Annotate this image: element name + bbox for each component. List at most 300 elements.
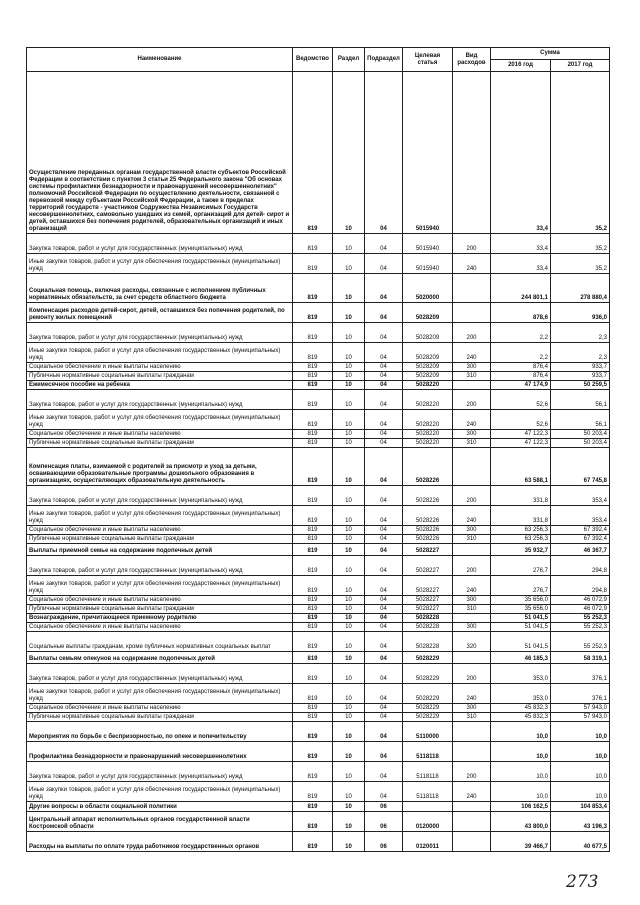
cell-s2016: 331,8: [491, 486, 551, 506]
cell-s2017: 35,2: [551, 234, 610, 254]
table-row: [27, 605, 610, 614]
table-row: [27, 254, 610, 274]
cell-art: 5028226: [403, 535, 453, 544]
cell-s2017: 55 252,3: [551, 632, 610, 652]
cell-s2017: 67 392,4: [551, 535, 610, 544]
cell-art: 5028209: [403, 372, 453, 381]
cell-sec: 10: [333, 802, 365, 812]
cell-sub: 04: [365, 303, 403, 323]
cell-vr: 310: [453, 605, 491, 614]
cell-s2017: 67 392,4: [551, 526, 610, 535]
cell-s2016: 52,6: [491, 410, 551, 430]
cell-name: Выплаты приемной семье на содержание подопечных детей: [27, 544, 293, 556]
cell-dept: 819: [293, 430, 333, 439]
cell-art: 0120000: [403, 812, 453, 832]
cell-name: Компенсация расходов детей-сирот, детей, оставшихся без попечения родителей, по ремонту жилых помещений: [27, 303, 293, 323]
cell-s2017: 50 203,4: [551, 430, 610, 439]
cell-s2017: 376,1: [551, 684, 610, 704]
cell-sub: 04: [365, 713, 403, 722]
cell-vr: 240: [453, 410, 491, 430]
cell-s2017: 46 072,9: [551, 596, 610, 605]
cell-name: Иные закупки товаров, работ и услуг для обеспечения государственных (муниципальных) нужд: [27, 684, 293, 704]
cell-dept: 819: [293, 832, 333, 852]
cell-sec: 10: [333, 303, 365, 323]
cell-s2017: 376,1: [551, 664, 610, 684]
cell-dept: 819: [293, 274, 333, 303]
cell-s2017: 50 203,4: [551, 439, 610, 448]
cell-sub: 04: [365, 614, 403, 623]
cell-name: Выплаты семьям опекунов на содержание подопечных детей: [27, 652, 293, 664]
cell-s2016: 33,4: [491, 72, 551, 234]
cell-vr: [453, 614, 491, 623]
cell-sub: 04: [365, 664, 403, 684]
cell-name: Социальное обеспечение и иные выплаты населению: [27, 430, 293, 439]
cell-s2017: 46 367,7: [551, 544, 610, 556]
cell-sub: 04: [365, 535, 403, 544]
cell-dept: 819: [293, 596, 333, 605]
cell-vr: 200: [453, 390, 491, 410]
cell-sub: 04: [365, 323, 403, 343]
cell-sec: 10: [333, 596, 365, 605]
cell-s2016: 244 801,1: [491, 274, 551, 303]
cell-vr: 300: [453, 704, 491, 713]
cell-sec: 10: [333, 556, 365, 576]
cell-s2016: 876,4: [491, 363, 551, 372]
cell-name: Публичные нормативные социальные выплаты гражданам: [27, 605, 293, 614]
col-header-2017: 2017 год: [551, 60, 610, 72]
cell-art: 0120011: [403, 832, 453, 852]
cell-s2017: 933,7: [551, 363, 610, 372]
col-header-name: Наименование: [27, 48, 293, 72]
cell-name: Публичные нормативные социальные выплаты гражданам: [27, 439, 293, 448]
cell-sec: 10: [333, 274, 365, 303]
cell-s2017: 40 677,5: [551, 832, 610, 852]
table-row: [27, 713, 610, 722]
cell-vr: [453, 722, 491, 742]
cell-s2017: 55 252,3: [551, 614, 610, 623]
cell-sec: 10: [333, 234, 365, 254]
table-row: [27, 381, 610, 390]
cell-art: 5028209: [403, 303, 453, 323]
cell-vr: 310: [453, 535, 491, 544]
cell-art: 5015940: [403, 72, 453, 234]
cell-vr: 200: [453, 664, 491, 684]
cell-vr: [453, 72, 491, 234]
cell-sub: 04: [365, 596, 403, 605]
cell-art: 5028226: [403, 448, 453, 486]
cell-s2016: 51 041,5: [491, 614, 551, 623]
table-row: [27, 652, 610, 664]
col-header-exptype: Вид расходов: [453, 48, 491, 72]
cell-dept: 819: [293, 704, 333, 713]
cell-s2016: 47 122,3: [491, 430, 551, 439]
table-row: [27, 576, 610, 596]
cell-name: Социальное обеспечение и иные выплаты населению: [27, 704, 293, 713]
cell-art: 5110000: [403, 722, 453, 742]
cell-dept: 819: [293, 72, 333, 234]
cell-sub: 06: [365, 832, 403, 852]
cell-dept: 819: [293, 623, 333, 632]
cell-s2016: 63 256,3: [491, 535, 551, 544]
cell-art: 5028220: [403, 430, 453, 439]
table-row: [27, 439, 610, 448]
table-row: [27, 556, 610, 576]
cell-vr: [453, 544, 491, 556]
cell-vr: 300: [453, 363, 491, 372]
cell-vr: [453, 742, 491, 762]
cell-s2016: 2,2: [491, 343, 551, 363]
cell-art: 5028227: [403, 544, 453, 556]
cell-sec: 10: [333, 722, 365, 742]
cell-s2017: 57 943,0: [551, 704, 610, 713]
cell-dept: 819: [293, 234, 333, 254]
cell-s2017: 936,0: [551, 303, 610, 323]
budget-table: [26, 47, 610, 852]
cell-sec: 10: [333, 363, 365, 372]
cell-s2017: 67 745,8: [551, 448, 610, 486]
cell-s2016: 2,2: [491, 323, 551, 343]
cell-vr: 310: [453, 439, 491, 448]
cell-dept: 819: [293, 448, 333, 486]
cell-s2016: 276,7: [491, 576, 551, 596]
cell-sec: 10: [333, 323, 365, 343]
cell-dept: 819: [293, 410, 333, 430]
cell-vr: 300: [453, 596, 491, 605]
cell-art: 5028209: [403, 363, 453, 372]
cell-dept: 819: [293, 802, 333, 812]
cell-sub: 04: [365, 526, 403, 535]
table-row: [27, 632, 610, 652]
cell-s2017: 10,0: [551, 722, 610, 742]
cell-s2016: 876,4: [491, 372, 551, 381]
cell-art: 5028228: [403, 623, 453, 632]
cell-s2016: 39 466,7: [491, 832, 551, 852]
cell-vr: [453, 381, 491, 390]
cell-name: Социальные выплаты гражданам, кроме публичных нормативных социальных выплат: [27, 632, 293, 652]
cell-name: Иные закупки товаров, работ и услуг для обеспечения государственных (муниципальных) нужд: [27, 410, 293, 430]
cell-s2017: 353,4: [551, 486, 610, 506]
cell-sub: 04: [365, 343, 403, 363]
cell-art: 5028226: [403, 506, 453, 526]
cell-dept: 819: [293, 782, 333, 802]
table-row: [27, 526, 610, 535]
cell-vr: [453, 303, 491, 323]
cell-s2016: 276,7: [491, 556, 551, 576]
table-row: [27, 448, 610, 486]
table-row: [27, 363, 610, 372]
table-row: [27, 430, 610, 439]
cell-dept: 819: [293, 812, 333, 832]
cell-s2017: 35,2: [551, 254, 610, 274]
cell-s2017: 104 853,4: [551, 802, 610, 812]
cell-sub: 04: [365, 544, 403, 556]
table-row: [27, 812, 610, 832]
cell-sec: 10: [333, 448, 365, 486]
cell-s2017: 35,2: [551, 72, 610, 234]
cell-dept: 819: [293, 614, 333, 623]
cell-art: 5028229: [403, 713, 453, 722]
cell-name: Закупка товаров, работ и услуг для государственных (муниципальных) нужд: [27, 390, 293, 410]
cell-art: 5028227: [403, 605, 453, 614]
cell-name: Осуществление переданных органам государственной власти субъектов Российской Федерации в соответствии с пунктом 3 статьи 25 Федерального закона "Об основах системы профилактики безнадзорности и правонарушений несовершеннолетних" полномочий Российской Федерации по осуществлению деятельности, связанной с перевозкой между субъектами Российской Федерации, а также в пределах территорий государств - участников Содружества Независимых Государств несовершеннолетних, самовольно ушедших из семей, организаций для детей- сирот и детей, оставшихся без попечения родителей, образовательных организаций и иных организаций: [27, 72, 293, 234]
table-row: [27, 802, 610, 812]
cell-sec: 10: [333, 506, 365, 526]
cell-s2016: 63 256,3: [491, 526, 551, 535]
cell-sub: 04: [365, 623, 403, 632]
cell-s2016: 45 832,3: [491, 704, 551, 713]
cell-name: Закупка товаров, работ и услуг для государственных (муниципальных) нужд: [27, 486, 293, 506]
cell-s2016: 51 041,5: [491, 623, 551, 632]
cell-name: Вознаграждение, причитающееся приемному родителю: [27, 614, 293, 623]
cell-dept: 819: [293, 632, 333, 652]
cell-dept: 819: [293, 605, 333, 614]
cell-s2017: 2,3: [551, 343, 610, 363]
cell-vr: 240: [453, 506, 491, 526]
cell-s2016: 10,0: [491, 762, 551, 782]
cell-dept: 819: [293, 506, 333, 526]
cell-art: 5118118: [403, 762, 453, 782]
cell-sub: 04: [365, 72, 403, 234]
cell-dept: 819: [293, 343, 333, 363]
cell-vr: 200: [453, 556, 491, 576]
cell-sub: 04: [365, 363, 403, 372]
cell-art: 5118118: [403, 742, 453, 762]
cell-s2017: 933,7: [551, 372, 610, 381]
cell-name: Центральный аппарат исполнительных органов государственной власти Костромской области: [27, 812, 293, 832]
cell-sec: 10: [333, 526, 365, 535]
cell-art: 5118118: [403, 782, 453, 802]
cell-s2017: 46 072,9: [551, 605, 610, 614]
cell-sub: 04: [365, 632, 403, 652]
cell-s2016: 106 162,5: [491, 802, 551, 812]
cell-sub: 04: [365, 439, 403, 448]
cell-vr: 240: [453, 254, 491, 274]
cell-s2016: 10,0: [491, 722, 551, 742]
cell-vr: 240: [453, 343, 491, 363]
cell-sub: 04: [365, 430, 403, 439]
cell-dept: 819: [293, 390, 333, 410]
cell-vr: 200: [453, 486, 491, 506]
cell-sec: 10: [333, 684, 365, 704]
cell-sub: 06: [365, 812, 403, 832]
cell-s2017: 278 880,4: [551, 274, 610, 303]
cell-sub: 04: [365, 274, 403, 303]
cell-s2016: 52,6: [491, 390, 551, 410]
table-row: [27, 664, 610, 684]
cell-art: 5028229: [403, 664, 453, 684]
cell-s2016: 47 174,9: [491, 381, 551, 390]
cell-s2016: 10,0: [491, 742, 551, 762]
table-body: [27, 72, 610, 852]
cell-s2017: 57 943,0: [551, 713, 610, 722]
cell-name: Иные закупки товаров, работ и услуг для обеспечения государственных (муниципальных) нужд: [27, 506, 293, 526]
cell-sub: 04: [365, 381, 403, 390]
cell-name: Расходы на выплаты по оплате труда работников государственных органов: [27, 832, 293, 852]
cell-name: Закупка товаров, работ и услуг для государственных (муниципальных) нужд: [27, 234, 293, 254]
cell-name: Публичные нормативные социальные выплаты гражданам: [27, 713, 293, 722]
col-header-sum: Сумма: [491, 48, 610, 60]
cell-art: 5015940: [403, 254, 453, 274]
cell-vr: [453, 652, 491, 664]
cell-sub: 04: [365, 782, 403, 802]
cell-sub: 04: [365, 704, 403, 713]
cell-s2017: 56,1: [551, 390, 610, 410]
cell-name: Иные закупки товаров, работ и услуг для обеспечения государственных (муниципальных) нужд: [27, 576, 293, 596]
cell-sec: 10: [333, 486, 365, 506]
cell-name: Публичные нормативные социальные выплаты гражданам: [27, 535, 293, 544]
cell-sub: 04: [365, 762, 403, 782]
cell-sec: 10: [333, 614, 365, 623]
cell-name: Компенсация платы, взимаемой с родителей за присмотр и уход за детьми, осваивающими образовательные программы дошкольного образования в организациях, осуществляющих образовательную деятельность: [27, 448, 293, 486]
cell-vr: 310: [453, 713, 491, 722]
table-row: [27, 684, 610, 704]
cell-art: 5028228: [403, 632, 453, 652]
cell-sub: 04: [365, 234, 403, 254]
cell-sec: 10: [333, 812, 365, 832]
cell-sub: 04: [365, 722, 403, 742]
cell-vr: 320: [453, 632, 491, 652]
cell-art: 5015940: [403, 234, 453, 254]
table-row: [27, 343, 610, 363]
cell-dept: 819: [293, 254, 333, 274]
cell-dept: 819: [293, 535, 333, 544]
cell-sub: 04: [365, 506, 403, 526]
cell-name: Публичные нормативные социальные выплаты гражданам: [27, 372, 293, 381]
cell-dept: 819: [293, 742, 333, 762]
cell-art: 5028227: [403, 576, 453, 596]
cell-sub: 04: [365, 486, 403, 506]
cell-art: 5028226: [403, 486, 453, 506]
cell-art: 5028227: [403, 596, 453, 605]
cell-dept: 819: [293, 303, 333, 323]
cell-sec: 10: [333, 381, 365, 390]
cell-s2016: 10,0: [491, 782, 551, 802]
cell-vr: [453, 832, 491, 852]
cell-name: Социальное обеспечение и иные выплаты населению: [27, 363, 293, 372]
cell-sec: 10: [333, 605, 365, 614]
table-row: [27, 623, 610, 632]
cell-s2017: 10,0: [551, 742, 610, 762]
cell-s2016: 51 041,5: [491, 632, 551, 652]
cell-s2017: 294,8: [551, 556, 610, 576]
cell-name: Социальная помощь, включая расходы, связанные с исполнением публичных нормативных обязательств, за счет средств областного бюджета: [27, 274, 293, 303]
cell-name: Профилактика безнадзорности и правонарушений несовершеннолетних: [27, 742, 293, 762]
cell-s2017: 56,1: [551, 410, 610, 430]
cell-sec: 10: [333, 623, 365, 632]
cell-dept: 819: [293, 664, 333, 684]
table-row: [27, 410, 610, 430]
cell-name: Закупка товаров, работ и услуг для государственных (муниципальных) нужд: [27, 556, 293, 576]
cell-sec: 10: [333, 713, 365, 722]
cell-dept: 819: [293, 576, 333, 596]
cell-art: [403, 802, 453, 812]
cell-dept: 819: [293, 363, 333, 372]
cell-vr: [453, 448, 491, 486]
table-row: [27, 762, 610, 782]
cell-s2016: 35 656,0: [491, 596, 551, 605]
cell-vr: [453, 274, 491, 303]
cell-dept: 819: [293, 544, 333, 556]
table-row: [27, 596, 610, 605]
cell-sec: 10: [333, 632, 365, 652]
table-row: [27, 323, 610, 343]
cell-sub: 04: [365, 576, 403, 596]
cell-sec: 10: [333, 544, 365, 556]
cell-vr: 200: [453, 234, 491, 254]
cell-name: Закупка товаров, работ и услуг для государственных (муниципальных) нужд: [27, 762, 293, 782]
cell-dept: 819: [293, 762, 333, 782]
cell-dept: 819: [293, 486, 333, 506]
cell-s2016: 878,6: [491, 303, 551, 323]
cell-sec: 10: [333, 410, 365, 430]
cell-art: 5028220: [403, 439, 453, 448]
cell-dept: 819: [293, 526, 333, 535]
cell-dept: 819: [293, 722, 333, 742]
cell-vr: 240: [453, 684, 491, 704]
table-row: [27, 535, 610, 544]
table-row: [27, 722, 610, 742]
cell-s2016: 33,4: [491, 234, 551, 254]
cell-sec: 10: [333, 782, 365, 802]
col-header-article: Целевая статья: [403, 48, 453, 72]
cell-sub: 04: [365, 605, 403, 614]
cell-sec: 10: [333, 254, 365, 274]
cell-art: 5028220: [403, 390, 453, 410]
cell-vr: [453, 812, 491, 832]
cell-art: 5028229: [403, 684, 453, 704]
cell-s2017: 58 319,1: [551, 652, 610, 664]
table-row: [27, 832, 610, 852]
col-header-2016: 2016 год: [491, 60, 551, 72]
cell-dept: 819: [293, 381, 333, 390]
cell-s2016: 331,8: [491, 506, 551, 526]
table-row: [27, 782, 610, 802]
cell-vr: [453, 802, 491, 812]
table-row: [27, 614, 610, 623]
table-row: [27, 390, 610, 410]
col-header-subsection: Подраздел: [365, 48, 403, 72]
cell-vr: 300: [453, 430, 491, 439]
cell-s2016: 47 122,3: [491, 439, 551, 448]
cell-sub: 04: [365, 372, 403, 381]
cell-s2017: 43 196,3: [551, 812, 610, 832]
cell-name: Социальное обеспечение и иные выплаты населению: [27, 623, 293, 632]
table-row: [27, 704, 610, 713]
table-row: [27, 486, 610, 506]
cell-sub: 04: [365, 254, 403, 274]
cell-dept: 819: [293, 684, 333, 704]
cell-name: Мероприятия по борьбе с беспризорностью, по опеке и попечительству: [27, 722, 293, 742]
cell-dept: 819: [293, 652, 333, 664]
cell-art: 5028220: [403, 410, 453, 430]
cell-sec: 10: [333, 742, 365, 762]
cell-vr: 240: [453, 782, 491, 802]
cell-sec: 10: [333, 652, 365, 664]
cell-name: Ежемесячное пособие на ребенка: [27, 381, 293, 390]
cell-s2016: 33,4: [491, 254, 551, 274]
cell-vr: 200: [453, 323, 491, 343]
cell-dept: 819: [293, 713, 333, 722]
cell-sub: 06: [365, 802, 403, 812]
cell-s2017: 50 259,5: [551, 381, 610, 390]
cell-name: Иные закупки товаров, работ и услуг для обеспечения государственных (муниципальных) нужд: [27, 343, 293, 363]
cell-sub: 04: [365, 410, 403, 430]
cell-sub: 04: [365, 448, 403, 486]
cell-art: 5028226: [403, 526, 453, 535]
page-number: 273: [566, 872, 599, 892]
table-row: [27, 544, 610, 556]
cell-sub: 04: [365, 390, 403, 410]
